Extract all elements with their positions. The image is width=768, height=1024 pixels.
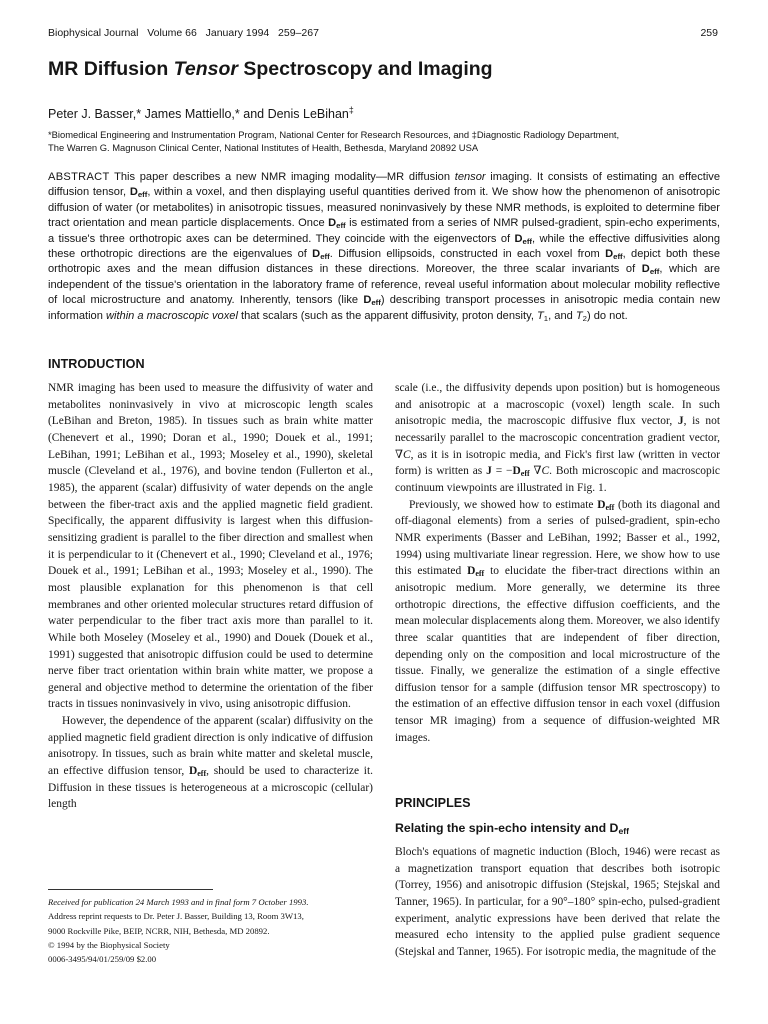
affiliation-line: *Biomedical Engineering and Instrumentation Program, National Center for Research Resources, and ‡Diagnostic Radiology Department, [48, 129, 620, 140]
copyright-note: © 1994 by the Biophysical Society [48, 939, 170, 950]
subsection-heading [395, 821, 629, 835]
abstract-text: imaging. It consists of estimating an effective diffusion tensor, [48, 171, 721, 199]
paragraph: Bloch's equations of magnetic induction (Bloch, 1946) were recast as a magnetization transport equation that describes both isotropic (Torrey, 1956) and anisotropic diffusion (Stejskal, 1965; Stejskal and Tanner, 1965). In particular, for a 90°–180° spin-echo, pulsed-gradient experiment, analytic expressions have been derived that relate the measured echo intensity to the applied pulse gradient sequence (Stejskal and Tanner, 1965). For isotropic media, the magnitude of the [395, 846, 720, 958]
footnote-rule [48, 889, 213, 890]
footnotes [48, 895, 378, 966]
symbol-D: D [312, 248, 321, 261]
author-list [48, 104, 728, 121]
symbol-eff: eff [137, 190, 148, 200]
section-heading-introduction: INTRODUCTION [48, 357, 145, 371]
abstract-text: , within a voxel, and then displaying useful quantities derived from it. We show how the phenomenon of anisotropic diffusion of water (or metabolites) in anisotropic tissues, measured noninvasively by these NMR methods, is exploited to determine fiber tract orientation and mean particle displacements. Once [48, 186, 720, 230]
paragraph-text: However, the dependence of the apparent (scalar) diffusivity on the applied magnetic field gradient direction is only indicative of diffusion anisotropy. In tissues, such as brain white matter and skeletal muscle, an effective diffusion tensor, [48, 715, 373, 778]
affiliation-mark: ‡ [348, 104, 354, 115]
symbol-eff: eff [475, 569, 485, 579]
abstract-text: , depict both these orthotropic axes and the mean diffusion distances in these directions. Moreover, the three scalar invariants of [48, 248, 720, 276]
section-heading-principles: PRINCIPLES [395, 796, 471, 810]
affiliation [48, 128, 728, 154]
symbol-D: D [512, 465, 521, 478]
symbol-D: D [514, 232, 523, 245]
paragraph [48, 713, 373, 813]
page-number: 259 [700, 27, 718, 39]
subsection-text: Relating the spin-echo intensity and [395, 821, 610, 835]
paragraph-text: to elucidate the fiber-tract directions within an anisotropic medium. More generally, we determine its three orthotropic directions, the effective diffusion coefficients, and the mean molecular displacements along them. Moreover, we also identify three scalar quantities that are independent of fiber direction, depending only on the composition and local microstructure of the tissue. Finally, we generalize the estimation of a single effective diffusion tensor for a sample (diffusion tensor MR spectroscopy) to the estimation of an effective diffusion tensor in each voxel (diffusion tensor MR imaging) from a sequence of diffusion-weighted MR images. [395, 565, 720, 744]
paragraph [395, 380, 720, 497]
journal-citation [48, 27, 319, 39]
symbol-D: D [188, 765, 198, 778]
paragraph-text: , should be used to characterize it. Diffusion in these tissues is heterogeneous at a microscopic (cellular) length [48, 765, 373, 811]
abstract-text: within a macroscopic voxel [105, 309, 238, 322]
symbol-D: D [328, 217, 337, 230]
received-note: Received for publication 24 March 1993 and in final form 7 October 1993. [48, 897, 309, 907]
symbol-eff: eff [618, 826, 629, 836]
right-column [395, 380, 720, 746]
abstract-text: ) describing transport processes in anisotropic media contain new information [48, 294, 720, 322]
title-italic-part: Tensor [173, 58, 238, 80]
running-header [48, 27, 718, 43]
symbol-eff: eff [336, 221, 346, 231]
symbol-D: D [597, 498, 606, 511]
equation-text: = − [491, 465, 513, 478]
abstract-text: is estimated from a series of NMR pulsed-gradient, spin-echo experiments, a tissue's three orthotropic axes can be determined. They coincide with the eigenvectors of [48, 217, 720, 245]
symbol-eff: eff [605, 502, 615, 512]
address-note: 9000 Rockville Pike, BEIP, NCRR, NIH, Bethesda, MD 20892. [48, 925, 270, 936]
symbol-eff: eff [320, 252, 330, 262]
paragraph: NMR imaging has been used to measure the diffusivity of water and metabolites noninvasively in vivo at microscopic length scales (LeBihan and Breton, 1985). In tissues such as brain white matter (Chenevert et al., 1990; Doran et al., 1990; Douek et al., 1991; LeBihan, 1991; LeBihan et al., 1993; Moseley et al., 1990), skeletal muscle (Cleveland et al., 1976), and bovine tendon (Fullerton et al., 1985), the apparent (scalar) diffusivity of water depends on the angle between the fiber-tract axis and the applied magnetic field gradient. Specifically, the apparent diffusivity is largest when this diffusion-sensitizing gradient is parallel to the fiber direction and smallest when it is perpendicular to it (Chenevert et al., 1990; Cleveland et al., 1976; Douek et al., 1991; LeBihan et al., 1993; Moseley et al., 1990). The most plausible explanation for this phenomenon is that cell membranes and other oriented molecular structures retard diffusion of water perpendicular to the fiber tract axis more than parallel to it. While both Moseley (Moseley et al., 1990) and Douek (Douek et al., 1991) suggested that anisotropic diffusion could be used to determine nerve fiber tract orientation within brain white matter, we propose a general and objective method to determine the orientation of the fiber tracts in tissues noninvasively in vivo, using anisotropic diffusion. [48, 382, 373, 711]
symbol-D: D [641, 263, 650, 276]
symbol-T: T [537, 309, 544, 322]
abstract-text: This paper describes a new NMR imaging modality—MR diffusion [109, 171, 455, 183]
journal-name: Biophysical Journal [48, 27, 139, 39]
symbol-eff: eff [522, 236, 533, 246]
symbol-D: D [605, 248, 614, 261]
article-title [48, 58, 728, 81]
equation-text: ∇ [529, 465, 542, 478]
abstract-text: ) do not. [586, 309, 628, 322]
title-part: Spectroscopy and Imaging [237, 58, 493, 80]
journal-volume: Volume 66 [147, 27, 197, 39]
symbol-C: C [541, 465, 550, 478]
symbol-J: J [486, 465, 492, 478]
symbol-D: D [609, 821, 619, 835]
journal-pages: 259–267 [278, 27, 319, 39]
paragraph-text: , is not necessarily parallel to the macroscopic concentration gradient vector, ∇ [395, 415, 720, 461]
symbol-D: D [129, 186, 138, 199]
symbol-D: D [363, 294, 372, 307]
paragraph-text: scale (i.e., the diffusivity depends upon position) but is homogeneous and anisotropic at a macroscopic (voxel) length scale. In such anisotropic media, the macroscopic diffusive flux vector, [395, 382, 720, 428]
author: James Mattiello,* [141, 107, 240, 121]
author: Denis LeBihan [267, 107, 349, 121]
article-code: 0006-3495/94/01/259/09 $2.00 [48, 954, 157, 965]
author-separator: and [239, 107, 268, 121]
paragraph-text: , as it is in isotropic media, and Fick's first law (written in vector form) is written as [395, 448, 720, 478]
symbol-eff: eff [613, 252, 623, 262]
symbol-C: C [403, 448, 411, 461]
abstract-text: , and [548, 309, 576, 322]
paragraph [395, 497, 720, 747]
abstract-text: tensor [454, 171, 486, 183]
left-column [48, 380, 373, 813]
symbol-eff: eff [197, 769, 207, 779]
address-note: Address reprint requests to Dr. Peter J. Basser, Building 13, Room 3W13, [48, 911, 304, 922]
symbol-eff: eff [520, 469, 530, 479]
paragraph-text: Previously, we showed how to estimate [409, 498, 598, 511]
abstract-text: , which are independent of the tissue's orientation in the laboratory frame of reference, reveal useful information about molecular mobility reflective of local microstructure and anatomy. Inherently, tensors (like [48, 263, 720, 307]
paragraph-text: (both its diagonal and off-diagonal elements) from a series of pulsed-gradient, spin-echo NMR experiments (Basser and LeBihan, 1992; Basser et al., 1992, 1994) using multivariate linear regression. Here, we show how to use this estimated [395, 498, 720, 578]
abstract-text: that scalars (such as the apparent diffusivity, proton density, [237, 309, 537, 322]
author: Peter J. Basser,* [48, 107, 142, 121]
symbol-J: J [677, 415, 684, 428]
right-column-continued [395, 844, 720, 961]
paragraph-text: . Both microscopic and macroscopic continuum viewpoints are illustrated in Fig. 1. [395, 465, 720, 494]
symbol-eff: eff [371, 298, 381, 308]
symbol-subscript: 1 [543, 313, 549, 323]
abstract [48, 170, 720, 324]
journal-date: January 1994 [205, 27, 270, 39]
abstract-label: ABSTRACT [48, 171, 110, 183]
symbol-D: D [467, 565, 476, 578]
title-part: MR Diffusion [48, 58, 174, 80]
symbol-T: T [575, 309, 583, 322]
abstract-text: . Diffusion ellipsoids, constructed in each voxel from [329, 248, 606, 261]
affiliation-line: The Warren G. Magnuson Clinical Center, National Institutes of Health, Bethesda, Maryland 20892 USA [48, 142, 479, 153]
symbol-eff: eff [649, 267, 660, 277]
symbol-subscript: 2 [582, 313, 587, 323]
abstract-text: , while the effective diffusivities along these orthotropic directions are the eigenvalues of [48, 232, 720, 261]
